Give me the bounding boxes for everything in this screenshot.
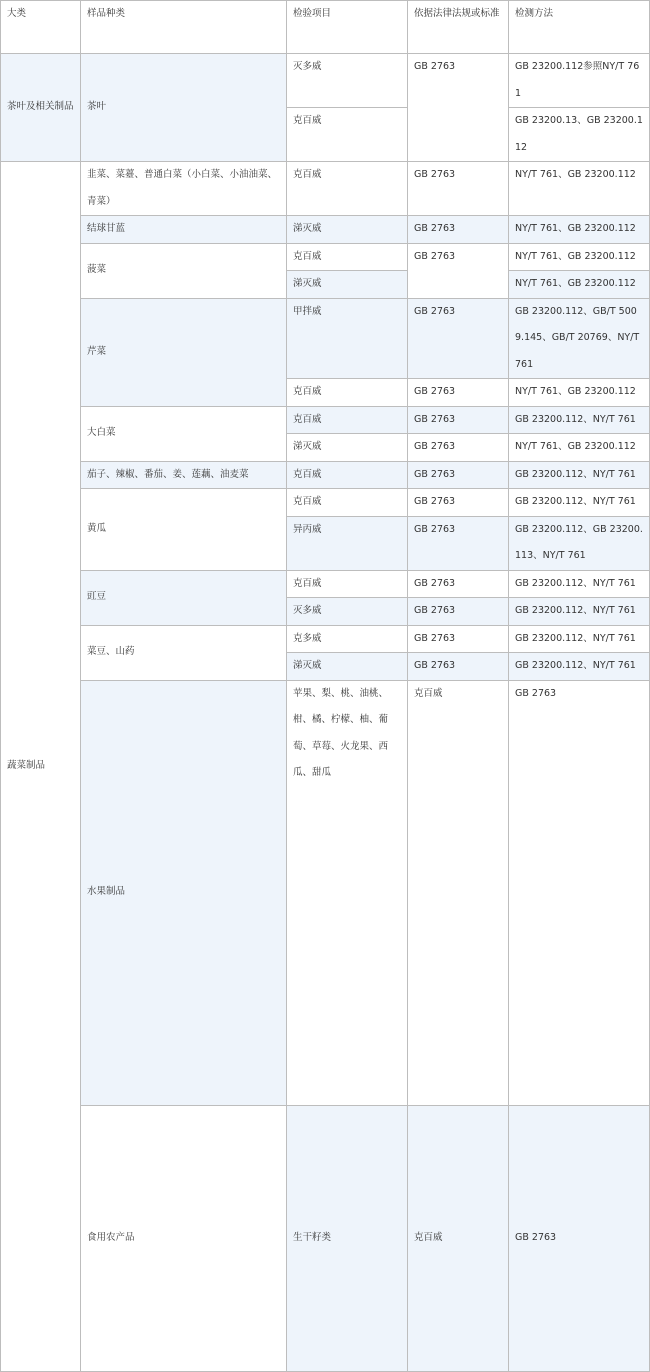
standard-cell: GB 2763	[408, 216, 509, 244]
method-cell: GB 23200.112、NY/T 761	[509, 625, 650, 653]
standard-cell: GB 2763	[408, 243, 509, 298]
method-cell: GB 23200.112、NY/T 761	[509, 570, 650, 598]
standard-cell: GB 2763	[408, 625, 509, 653]
item-cell: 异丙威	[287, 516, 408, 570]
header-standard: 依据法律法规或标准	[408, 1, 509, 54]
item-cell: 克百威	[287, 162, 408, 216]
table-row	[1, 625, 650, 653]
table-row	[1, 461, 650, 489]
method-cell: NY/T 761、GB 23200.112	[509, 162, 650, 216]
standard-cell: GB 2763	[509, 680, 650, 1105]
header-row	[1, 1, 650, 54]
standard-cell: GB 2763	[408, 653, 509, 681]
method-cell: NY/T 761、GB 23200.112	[509, 243, 650, 271]
standard-cell: GB 2763	[408, 516, 509, 570]
method-cell: NY/T 761、GB 23200.112	[509, 216, 650, 244]
method-cell: GB 23200.112、NY/T 761	[509, 406, 650, 434]
method-cell: GB 23200.112参照NY/T 761	[509, 54, 650, 108]
standard-cell: GB 2763	[408, 379, 509, 407]
item-cell: 克百威	[287, 243, 408, 271]
method-cell: GB 23200.13、GB 23200.112	[509, 108, 650, 162]
item-cell: 涕灭威	[287, 216, 408, 244]
table-row	[1, 298, 650, 379]
item-cell: 涕灭威	[287, 271, 408, 299]
method-cell: GB 23200.112、NY/T 761	[509, 653, 650, 681]
method-cell: NY/T 761、GB 23200.112	[509, 379, 650, 407]
method-cell: GB 23200.112、NY/T 761	[509, 461, 650, 489]
sample-cell: 芹菜	[81, 298, 287, 406]
table-row	[1, 489, 650, 517]
standard-cell: GB 2763	[408, 406, 509, 434]
item-cell: 克百威	[287, 379, 408, 407]
table-row	[1, 1105, 650, 1371]
category-cell: 食用农产品	[81, 1105, 287, 1371]
table-row	[1, 406, 650, 434]
method-cell: GB 23200.112、NY/T 761	[509, 489, 650, 517]
category-cell: 蔬菜制品	[1, 162, 81, 1372]
header-sample-type: 样品种类	[81, 1, 287, 54]
category-cell: 茶叶及相关制品	[1, 54, 81, 162]
table-row	[1, 216, 650, 244]
sample-cell: 生干籽类	[287, 1105, 408, 1371]
method-cell: GB 23200.112、GB/T 5009.145、GB/T 20769、NY/T 761	[509, 298, 650, 379]
method-cell: NY/T 761、GB 23200.112	[509, 434, 650, 462]
standard-cell: GB 2763	[408, 598, 509, 626]
header-method: 检测方法	[509, 1, 650, 54]
item-cell: 克百威	[408, 680, 509, 1105]
standard-cell: GB 2763	[408, 489, 509, 517]
item-cell: 克百威	[287, 108, 408, 162]
item-cell: 克百威	[287, 406, 408, 434]
table-row	[1, 162, 650, 216]
item-cell: 甲拌威	[287, 298, 408, 379]
standard-cell: GB 2763	[408, 434, 509, 462]
category-cell: 水果制品	[81, 680, 287, 1105]
sample-cell: 茄子、辣椒、番茄、姜、莲藕、油麦菜	[81, 461, 287, 489]
item-cell: 涕灭威	[287, 653, 408, 681]
sample-cell: 黄瓜	[81, 489, 287, 571]
sample-cell: 苹果、梨、桃、油桃、柑、橘、柠檬、柚、葡萄、草莓、火龙果、西瓜、甜瓜	[287, 680, 408, 1105]
item-cell: 灭多威	[287, 54, 408, 108]
table-row	[1, 570, 650, 598]
sample-cell: 大白菜	[81, 406, 287, 461]
header-test-item: 检验项目	[287, 1, 408, 54]
sample-cell: 茶叶	[81, 54, 287, 162]
item-cell: 克百威	[408, 1105, 509, 1371]
method-cell: GB 23200.112、NY/T 761	[509, 598, 650, 626]
standard-cell: GB 2763	[408, 54, 509, 162]
table-row	[1, 54, 650, 108]
standard-cell: GB 2763	[408, 461, 509, 489]
table-row	[1, 243, 650, 271]
standard-cell: GB 2763	[509, 1105, 650, 1371]
item-cell: 涕灭威	[287, 434, 408, 462]
item-cell: 灭多威	[287, 598, 408, 626]
standard-cell: GB 2763	[408, 570, 509, 598]
item-cell: 克多威	[287, 625, 408, 653]
sample-cell: 结球甘蓝	[81, 216, 287, 244]
item-cell: 克百威	[287, 570, 408, 598]
standard-cell: GB 2763	[408, 162, 509, 216]
sample-cell: 菜豆、山药	[81, 625, 287, 680]
sample-cell: 豇豆	[81, 570, 287, 625]
header-category: 大类	[1, 1, 81, 54]
method-cell: GB 23200.112、GB 23200.113、NY/T 761	[509, 516, 650, 570]
standard-cell: GB 2763	[408, 298, 509, 379]
method-cell: NY/T 761、GB 23200.112	[509, 271, 650, 299]
item-cell: 克百威	[287, 489, 408, 517]
table-row	[1, 680, 650, 1105]
sample-cell: 菠菜	[81, 243, 287, 298]
item-cell: 克百威	[287, 461, 408, 489]
sample-cell: 韭菜、菜薹、普通白菜（小白菜、小油油菜、青菜）	[81, 162, 287, 216]
